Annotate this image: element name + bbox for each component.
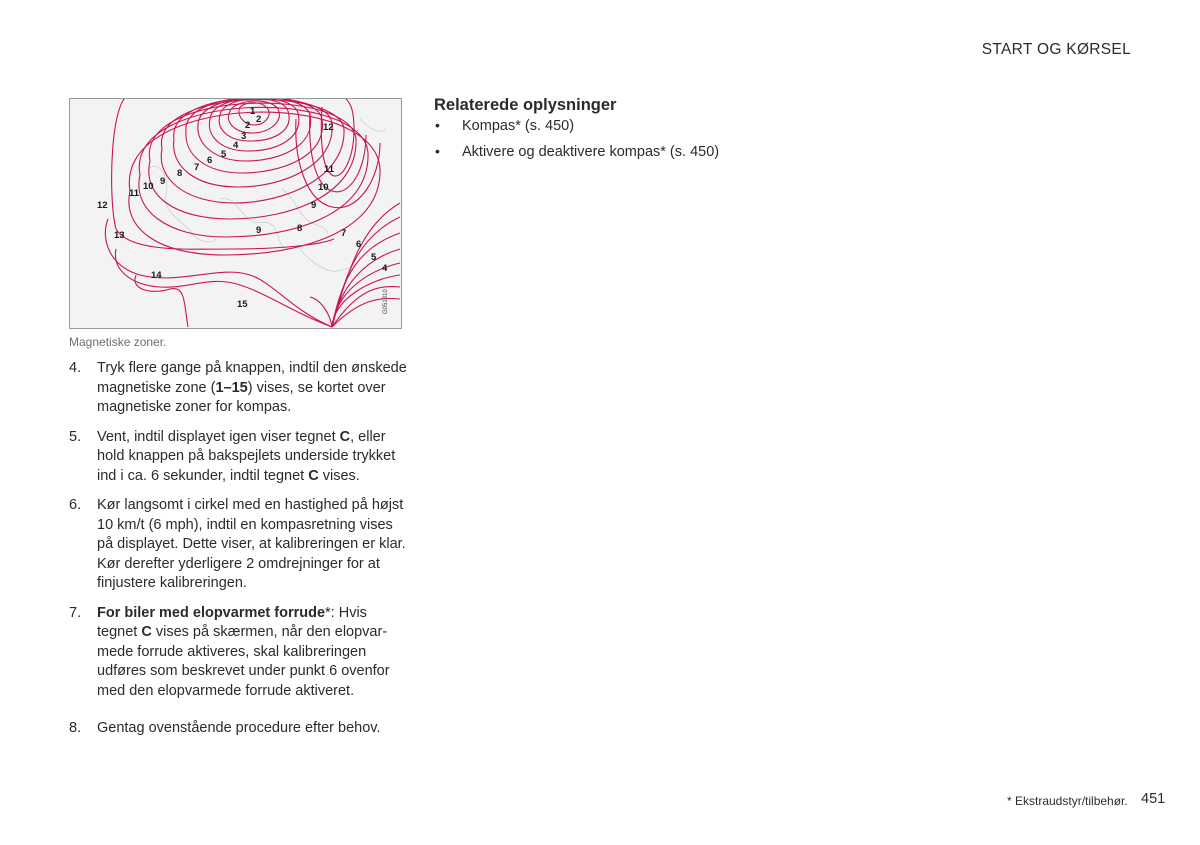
related-info (434, 96, 794, 169)
related-list (434, 117, 794, 162)
zone-label: 15 (237, 299, 248, 310)
magnetic-zone-map (69, 98, 402, 329)
zone-label: 6 (207, 155, 213, 166)
zone-label: 9 (160, 176, 166, 187)
zone-label: 7 (341, 228, 347, 239)
magnetic-zone-map-svg (70, 99, 401, 328)
zone-label: 12 (97, 200, 108, 211)
zone-label: 7 (194, 162, 200, 173)
instruction-steps (69, 359, 409, 749)
zone-label: 5 (371, 252, 377, 263)
zone-label: 9 (311, 200, 317, 211)
zone-label: 14 (151, 270, 162, 281)
magnetic-contours (105, 99, 400, 327)
zone-label: 2 (245, 120, 251, 131)
zone-label: 13 (114, 230, 125, 241)
zone-label: 4 (233, 140, 239, 151)
step-8: 8. Gentag ovenstående procedure efter behov. (69, 719, 409, 739)
step-5: 5. Vent, indtil displayet igen viser tegnet C, eller hold knappen på bakspejlets underside trykket ind i ca. 6 sekunder, indtil tegnet C vises. (69, 428, 396, 484)
related-link-aktivere-kompas[interactable]: • Aktivere og deaktivere kompas* (s. 450) (435, 143, 720, 160)
step-6: 6. Kør langsomt i cirkel med en hastighed på højst 10 km/t (6 mph), indtil en kompasretning vises på displayet. Dette viser, at kalibreringen er klar. Kør derefter yderligere 2 omdrejninger for at finjustere kalibreringen. (69, 497, 406, 591)
bullet-icon: • (435, 117, 440, 133)
zone-label: 5 (221, 149, 227, 160)
figure-caption: Magnetiske zoner. (69, 335, 167, 349)
zone-label: 11 (324, 164, 335, 175)
page-number: 451 (1141, 791, 1166, 807)
footnote: * Ekstraudstyr/tilbehør. (1007, 794, 1128, 808)
zone-label: 6 (356, 239, 362, 250)
related-heading: Relaterede oplysninger (434, 96, 617, 114)
zone-label: 8 (177, 168, 183, 179)
step-number: 7. (69, 604, 82, 621)
step-number: 6. (69, 497, 82, 513)
image-code: G051810 (383, 289, 389, 314)
step-number: 8. (69, 720, 82, 736)
zone-label: 1 (250, 106, 256, 117)
related-link-kompas[interactable]: • Kompas* (s. 450) (435, 117, 575, 134)
zone-label: 2 (256, 114, 262, 125)
step-7: 7. For biler med elopvarmet forrude*: Hvis tegnet C vises på skærmen, når den elopvarmede forrude aktiveres, skal kalibreringen udføres som beskrevet under punkt 6 ovenfor med den elopvarmede forrude aktiveret. (69, 604, 390, 699)
step-number: 5. (69, 428, 82, 445)
zone-label: 10 (318, 182, 329, 193)
zone-label: 9 (256, 225, 262, 236)
step-number: 4. (69, 360, 82, 376)
step-4: 4. Tryk flere gange på knappen, indtil den ønskede magnetiske zone (1–15) vises, se kortet over magnetiske zoner for kompas. (69, 360, 407, 415)
zone-label: 3 (241, 131, 247, 142)
zone-label: 10 (143, 181, 154, 192)
zone-label: 8 (297, 223, 303, 234)
zone-label: 4 (382, 263, 388, 274)
section-title: START OG KØRSEL (981, 41, 1131, 58)
zone-label: 12 (323, 122, 334, 133)
bullet-icon: • (435, 143, 440, 159)
zone-label: 11 (129, 188, 140, 199)
